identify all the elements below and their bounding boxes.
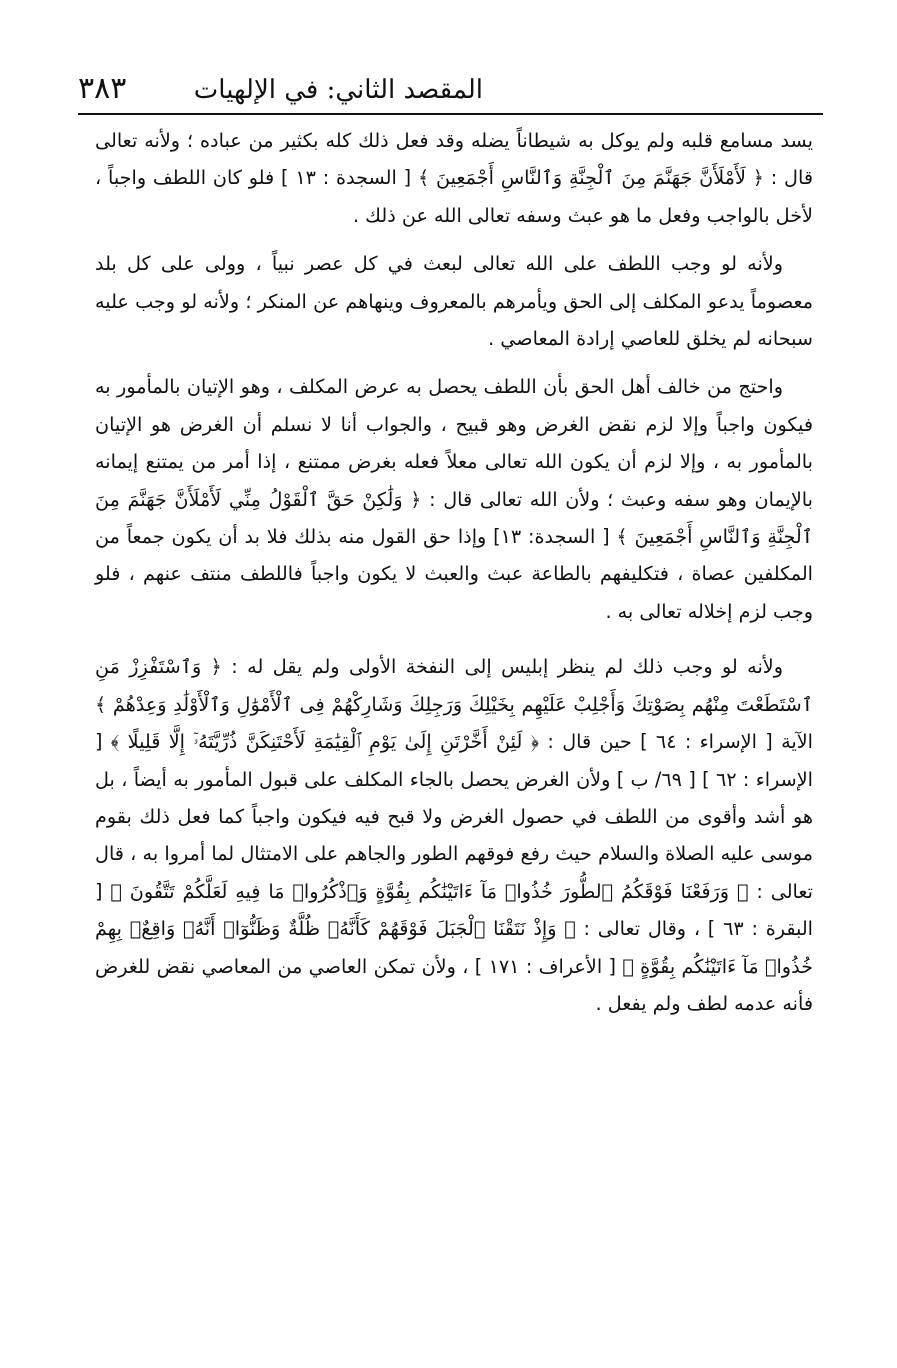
page-number: ٣٨٣ — [78, 71, 127, 106]
running-title: المقصد الثاني: في الإلهيات — [193, 75, 483, 105]
paragraph-3: واحتج من خالف أهل الحق بأن اللطف يحصل به عرض المكلف ، وهو الإتيان بالمأمور به فيكون واجباً وإلا لزم نقض الغرض وهو قبيح ، والجواب أنا لا نسلم أن الغرض هو الإتيان بالمأمور به ، وإلا لزم أن يكون الله تعالى معلاً فعله بغرض ممتنع ، إذا أمر من يمتنع إيمانه بالإيمان وهو سفه وعبث ؛ ولأن الله تعالى قال : ﴿ وَلَٰكِنْ حَقَّ ٱلْقَوْلُ مِنِّي لَأَمْلَأَنَّ جَهَنَّمَ مِنَ ٱلْجِنَّةِ وَٱلنَّاسِ أَجْمَعِينَ ﴾ [ السجدة: ١٣] وإذا حق القول منه بذلك فلا بد أن يكون جمعاً من المكلفين عصاة ، فتكليفهم بالطاعة عبث والعبث لا يكون واجباً فاللطف منتف عنهم ، فلو وجب لزم إخلاله تعالى به . — [95, 375, 813, 623]
header-rule — [78, 113, 823, 115]
page-header — [78, 72, 823, 108]
body-text — [95, 122, 813, 1022]
paragraph-4: ولأنه لو وجب ذلك لم ينظر إبليس إلى النفخة الأولى ولم يقل له : ﴿ وَٱسْتَفْزِزْ مَنِ ٱسْتَطَعْتَ مِنْهُم بِصَوْتِكَ وَأَجْلِبْ عَلَيْهِم بِخَيْلِكَ وَرَجِلِكَ وَشَارِكْهُمْ فِى ٱلْأَمْوَٰلِ وَٱلْأَوْلَٰدِ وَعِدْهُمْ ﴾ الآية [ الإسراء : ٦٤ ] حين قال : ﴿ لَئِنْ أَخَّرْتَنِ إِلَىٰ يَوْمِ ٱلْقِيَٰمَةِ لَأَحْتَنِكَنَّ ذُرِّيَّتَهُۥٓ إِلَّا قَلِيلًا ﴾ [ الإسراء : ٦٢ ] [ ٦٩/ ب ] ولأن الغرض يحصل بالجاء المكلف على قبول المأمور به أيضاً ، بل هو أشد وأقوى من اللطف في حصول الغرض ولا قبح فيه فيكون واجباً كما فعل ذلك بقوم موسى عليه الصلاة والسلام حيث رفع فوقهم الطور والجاهم على الامتثال لما أمروا به ، قال تعالى : ﴿ وَرَفَعْنَا فَوْقَكُمُ ٱلطُّورَ خُذُوا۟ مَآ ءَاتَيْنَٰكُم بِقُوَّةٍ وَٱذْكُرُوا۟ مَا فِيهِ لَعَلَّكُمْ تَتَّقُونَ ﴾ [ البقرة : ٦٣ ] ، وقال تعالى : ﴿ وَإِذْ نَتَقْنَا ٱلْجَبَلَ فَوْقَهُمْ كَأَنَّهُۥ ظُلَّةٌ وَظَنُّوٓا۟ أَنَّهُۥ وَاقِعٌۢ بِهِمْ خُذُوا۟ مَآ ءَاتَيْنَٰكُم بِقُوَّةٍ ﴾ [ الأعراف : ١٧١ ] ، ولأن تمكن العاصي من المعاصي نقض للغرض فأنه عدمه لطف ولم يفعل . — [95, 655, 814, 1015]
paragraph-2: ولأنه لو وجب اللطف على الله تعالى لبعث في كل عصر نبياً ، وولى على كل بلد معصوماً يدعو المكلف إلى الحق ويأمرهم بالمعروف وينهاهم عن المنكر ؛ ولأنه لو وجب عليه سبحانه لم يخلق للعاصي إرادة المعاصي . — [95, 252, 813, 351]
paragraph-1: يسد مسامع قلبه ولم يوكل به شيطاناً يضله وقد فعل ذلك كله بكثير من عباده ؛ ولأنه تعالى قال : ﴿ لَأَمْلَأَنَّ جَهَنَّمَ مِنَ ٱلْجِنَّةِ وَٱلنَّاسِ أَجْمَعِينَ ﴾ [ السجدة : ١٣ ] فلو كان اللطف واجباً ، لأخل بالواجب وفعل ما هو عبث وسفه تعالى الله عن ذلك . — [95, 129, 814, 227]
